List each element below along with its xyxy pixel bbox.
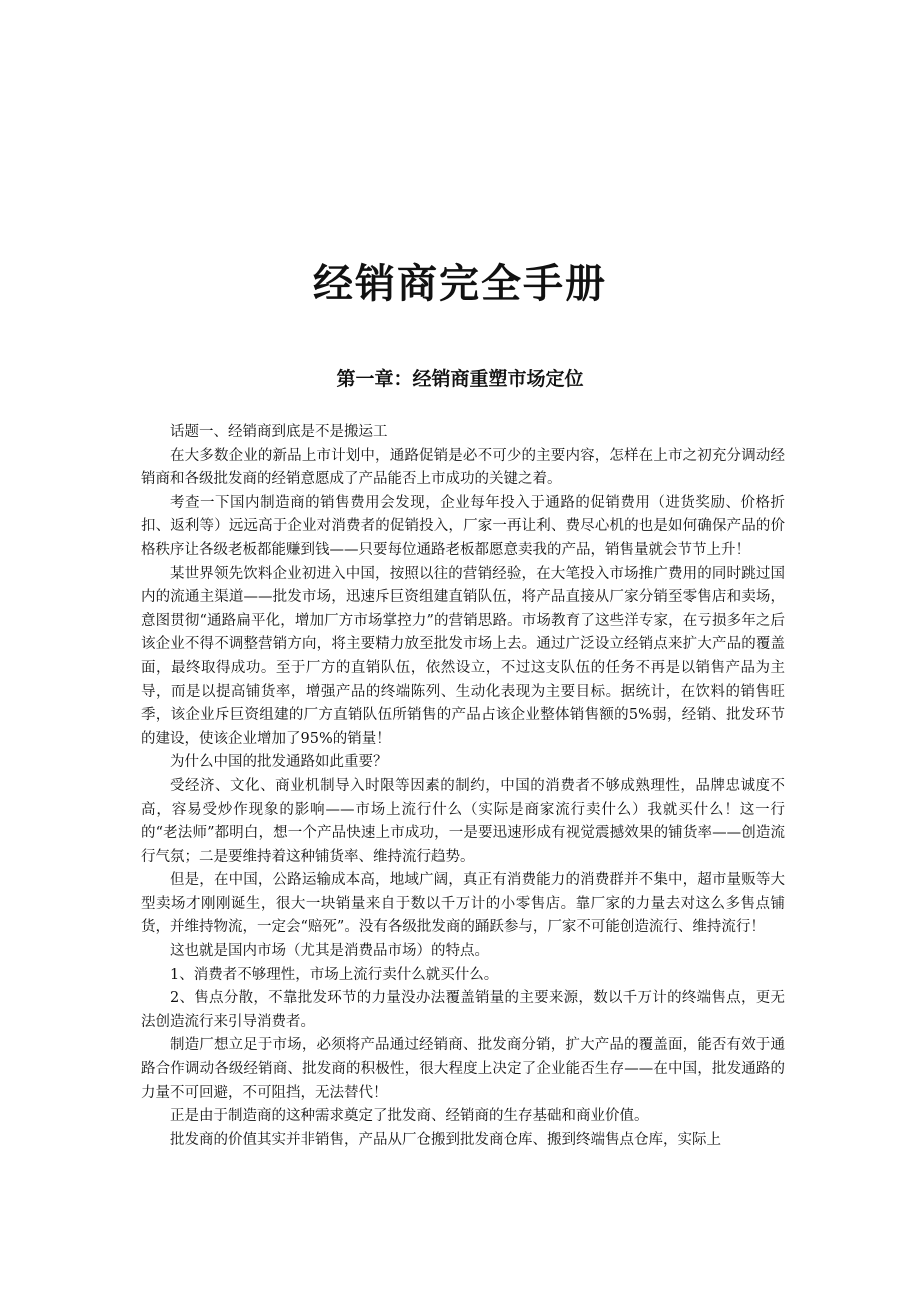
paragraph: 这也就是国内市场（尤其是消费品市场）的特点。: [170, 943, 489, 960]
paragraph: 批发商的价值其实并非销售，产品从厂仓搬到批发商仓库、搬到终端售点仓库，实际上: [170, 1131, 721, 1148]
list-item: 1、消费者不够理性，市场上流行卖什么就买什么。: [170, 966, 499, 983]
paragraph: 在大多数企业的新品上市计划中，通路促销是必不可少的主要内容，怎样在上市之初充分调动经销商和各级批发商的经销意愿成了产品能否上市成功的关键之着。: [141, 447, 785, 488]
paragraph: 考查一下国内制造商的销售费用会发现，企业每年投入于通路的促销费用（进货奖励、价格折扣、返利等）远远高于企业对消费者的促销投入，厂家一再让利、费尽心机的也是如何确保产品的价格秩序让各级老板都能赚到钱——只要每位通路老板都愿意卖我的产品，销售量就会节节上升！: [141, 494, 785, 558]
body-text: [141, 421, 785, 1152]
chapter-heading: 第一章：经销商重塑市场定位: [336, 368, 584, 390]
paragraph: 某世界领先饮料企业初进入中国，按照以往的营销经验，在大笔投入市场推广费用的同时跳过国内的流通主渠道——批发市场，迅速斥巨资组建直销队伍，将产品直接从厂家分销至零售店和卖场，意图贯彻“通路扁平化，增加厂方市场掌控力”的营销思路。市场教育了这些洋专家，在亏损多年之后该企业不得不调整营销方向，将主要精力放至批发市场上去。通过广泛设立经销点来扩大产品的覆盖面，最终取得成功。至于厂方的直销队伍，依然设立，不过这支队伍的任务不再是以销售产品为主导，而是以提高铺货率，增强产品的终端陈列、生动化表现为主要目标。据统计，在饮料的销售旺季，该企业斥巨资组建的厂方直销队伍所销售的产品占该企业整体销售额的5%弱，经销、批发环节的建设，使该企业增加了95%的销量！: [141, 565, 785, 747]
paragraph: 但是，在中国，公路运输成本高，地域广阔，真正有消费能力的消费群并不集中，超市量贩等大型卖场才刚刚诞生，很大一块销量来自于数以千万计的小零售店。靠厂家的力量去对这么多售点铺货，并维持物流，一定会“赔死”。没有各级批发商的踊跃参与，厂家不可能创造流行、维持流行！: [141, 872, 785, 936]
list-item: 2、售点分散，不靠批发环节的力量没办法覆盖销量的主要来源，数以千万计的终端售点，更无法创造流行来引导消费者。: [141, 990, 785, 1030]
topic-heading: 话题一、经销商到底是不是搬运工: [170, 424, 388, 440]
paragraph: 受经济、文化、商业机制导入时限等因素的制约，中国的消费者不够成熟理性，品牌忠诚度不高，容易受炒作现象的影响——市场上流行什么（实际是商家流行卖什么）我就买什么！这一行的“老法师”都明白，想一个产品快速上市成功，一是要迅速形成有视觉震撼效果的铺货率——创造流行气氛；二是要维持着这种铺货率、维持流行趋势。: [141, 777, 785, 865]
paragraph: 制造厂想立足于市场，必须将产品通过经销商、批发商分销，扩大产品的覆盖面，能否有效于通路合作调动各级经销商、批发商的积极性，很大程度上决定了企业能否生存——在中国，批发通路的力量不可回避，不可阻挡，无法替代！: [141, 1037, 785, 1101]
document-title: 经销商完全手册: [313, 260, 607, 307]
question-heading: 为什么中国的批发通路如此重要？: [170, 754, 388, 771]
paragraph: 正是由于制造商的这种需求奠定了批发商、经销商的生存基础和商业价值。: [170, 1108, 649, 1125]
